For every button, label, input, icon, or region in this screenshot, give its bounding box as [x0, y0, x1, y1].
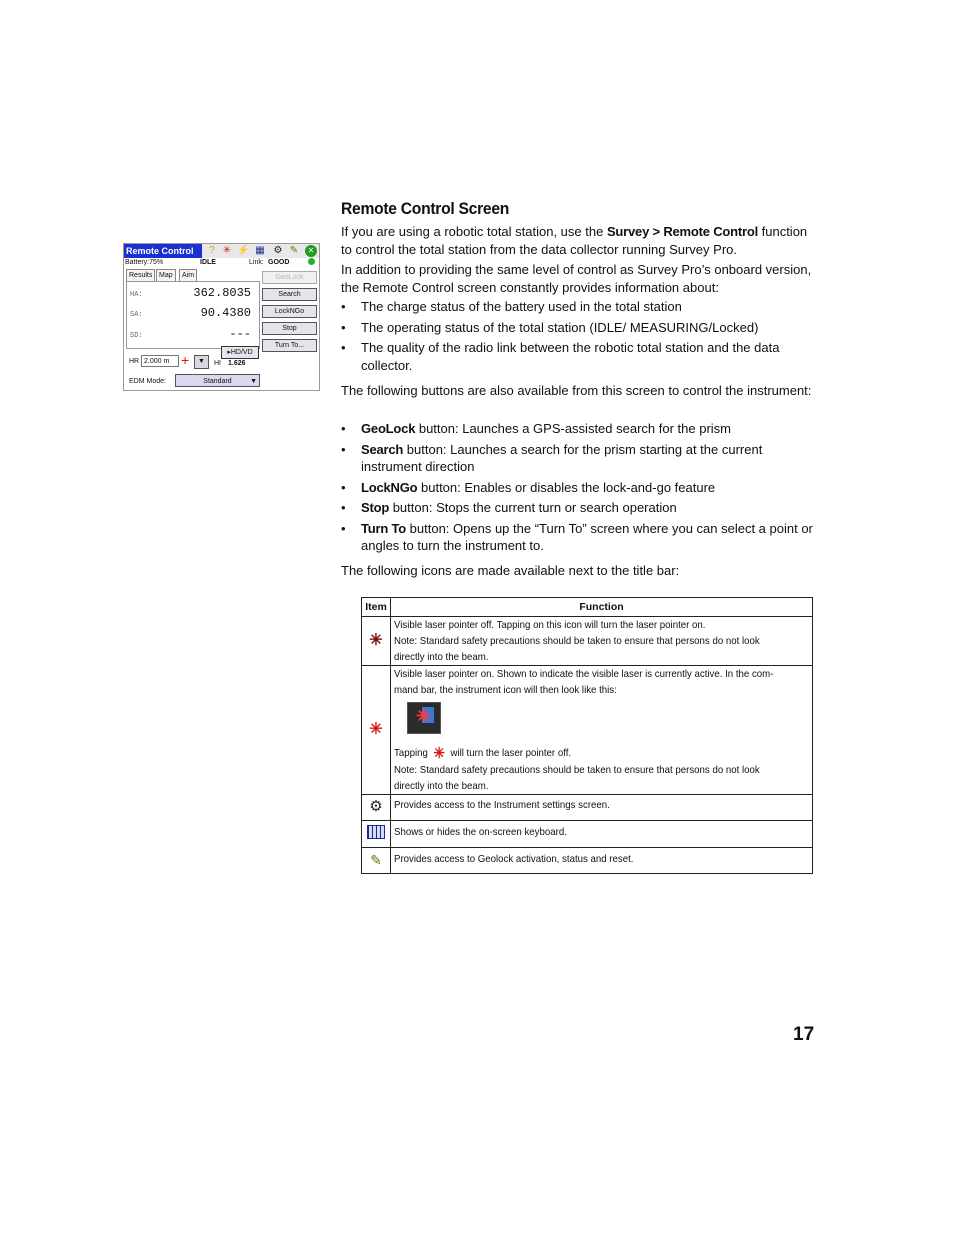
header-function: Function [391, 598, 813, 617]
plus-icon[interactable]: + [181, 352, 190, 368]
edm-mode-label: EDM Mode: [129, 378, 166, 385]
help-icon[interactable]: ? [209, 245, 215, 256]
sa-label: SA: [130, 311, 143, 319]
device-title: Remote Control [124, 244, 202, 258]
tab-results[interactable]: Results [126, 269, 155, 281]
function-text: Visible laser pointer on. Shown to indicate the visible laser is currently active. In the com- [394, 668, 774, 680]
table-row [362, 666, 813, 795]
button-desc: button: Opens up the “Turn To” screen where you can select a point or angles to turn the instrument to. [361, 520, 813, 553]
icons-intro: The following icons are made available next to the title bar: [341, 563, 680, 578]
function-text: Visible laser pointer off. Tapping on this icon will turn the laser pointer on. [394, 619, 706, 631]
page-number: 17 [793, 1024, 815, 1045]
gear-icon: ⚙ [369, 798, 383, 815]
info-bullet-list [341, 298, 816, 377]
remote-control-screenshot [123, 243, 320, 391]
link-status: GOOD [268, 259, 290, 266]
instrument-state: IDLE [200, 259, 216, 266]
function-cell [391, 617, 813, 666]
table-row [362, 848, 813, 874]
tap-line [394, 745, 776, 762]
lockngo-button[interactable]: LockNGo [262, 305, 317, 318]
table-row [362, 795, 813, 821]
laser-on-icon: ✳ [433, 745, 445, 762]
button-desc: button: Stops the current turn or search operation [389, 500, 677, 515]
intro-paragraph-2: In addition to providing the same level of control as Survey Pro’s onboard version, the Remote Control screen constantly provides information about: [341, 262, 812, 295]
list-item: • The operating status of the total station (IDLE/ MEASURING/Locked) [341, 319, 816, 337]
laser-icon[interactable]: ✳ [222, 245, 232, 256]
function-note: Note: Standard safety precautions should be taken to ensure that persons do not look [394, 764, 760, 776]
buttons-intro: The following buttons are also available from this screen to control the instrument: [341, 383, 812, 398]
geolock-icon: ✎ [370, 851, 382, 868]
list-item [341, 520, 816, 555]
button-bullet-list [341, 420, 816, 558]
chevron-down-icon: ▼ [198, 358, 205, 365]
laser-off-icon: ✳ [369, 631, 383, 649]
item-cell [362, 848, 391, 874]
item-cell [362, 666, 391, 795]
search-button[interactable]: Search [262, 288, 317, 301]
button-name: GeoLock [361, 421, 416, 436]
turn-to-button[interactable]: Turn To... [262, 339, 317, 352]
function-cell [391, 795, 813, 821]
tab-aim[interactable]: Aim [179, 269, 197, 281]
button-name: LockNGo [361, 479, 418, 495]
tap-text: Tapping [394, 747, 428, 759]
sd-label: SD: [130, 332, 143, 340]
hr-dropdown[interactable] [194, 355, 209, 369]
function-text: mand bar, the instrument icon will then look like this: [394, 684, 617, 696]
hr-input[interactable]: 2.000 m [141, 355, 179, 367]
list-item: • The quality of the radio link between the robotic total station and the data collector. [341, 339, 816, 374]
keyboard-icon[interactable]: ▦ [255, 245, 265, 256]
tab-map[interactable]: Map [156, 269, 176, 281]
edm-mode-value: Standard [203, 378, 232, 385]
button-name: Turn To [361, 520, 407, 536]
stop-button[interactable]: Stop [262, 322, 317, 335]
item-cell [362, 617, 391, 666]
table-row [362, 821, 813, 848]
menu-path: Survey > Remote Control [606, 224, 759, 239]
button-name: Search [361, 441, 404, 457]
gear-icon[interactable]: ⚙ [273, 245, 283, 256]
list-item [341, 420, 816, 438]
sd-value: --- [229, 327, 251, 341]
table-header-row [362, 598, 813, 617]
tap-text-end: will turn the laser pointer off. [450, 747, 572, 759]
battery-status: Battery:75% [125, 259, 164, 266]
function-note: directly into the beam. [394, 651, 489, 663]
close-icon[interactable]: ✕ [305, 245, 317, 257]
laser-on-icon: ✳ [369, 720, 383, 738]
laser-star-icon: ✳ [416, 706, 432, 726]
function-text: Shows or hides the on-screen keyboard. [394, 826, 567, 838]
header-item: Item [362, 598, 391, 617]
device-title-bar [124, 244, 319, 258]
ha-label: HA: [130, 291, 143, 299]
list-item [341, 479, 816, 497]
results-panel [126, 281, 260, 349]
intro-paragraph-1 [341, 223, 816, 258]
hd-vd-button[interactable]: ▸HD/VD [221, 346, 259, 359]
intro-text: If you are using a robotic total station, use the [341, 224, 607, 239]
device-status-bar [124, 258, 319, 268]
list-item [341, 499, 816, 517]
link-indicator-icon [308, 258, 315, 265]
function-note: directly into the beam. [394, 780, 489, 792]
function-cell [391, 848, 813, 874]
intro-text-end: function to control the total station from the data collector running Survey Pro. [341, 224, 808, 257]
function-text: Provides access to the Instrument settings screen. [394, 799, 610, 811]
ha-value: 362.8035 [193, 286, 251, 300]
hr-label: HR [129, 358, 140, 365]
hi-label: HI [214, 360, 221, 367]
edm-mode-select[interactable] [175, 374, 260, 387]
button-desc: button: Enables or disables the lock-and-go feature [417, 479, 716, 495]
title-bar-icons-table [361, 597, 813, 874]
button-desc: button: Launches a search for the prism starting at the current instrument direction [361, 441, 763, 474]
function-cell [391, 821, 813, 848]
list-item: • The charge status of the battery used in the total station [341, 298, 816, 316]
item-cell [362, 821, 391, 848]
link-label: Link: [249, 259, 264, 266]
table-row [362, 617, 813, 666]
item-cell [362, 795, 391, 821]
list-item [341, 441, 816, 476]
function-note: Note: Standard safety precautions should be taken to ensure that persons do not look [394, 635, 760, 647]
function-cell [391, 666, 813, 795]
instrument-laser-icon [407, 702, 441, 734]
keyboard-icon [367, 825, 385, 839]
section-heading: Remote Control Screen [341, 199, 510, 218]
button-desc: button: Launches a GPS-assisted search for the prism [415, 421, 732, 436]
geolock-icon[interactable]: ✎ [289, 245, 299, 256]
sa-value: 90.4380 [200, 306, 251, 320]
function-text: Provides access to Geolock activation, status and reset. [394, 853, 634, 865]
hi-value: 1.626 [228, 360, 246, 367]
geolock-button[interactable]: GeoLock [262, 271, 317, 284]
instrument-icon[interactable]: ⚡ [237, 245, 250, 256]
button-name: Stop [361, 500, 390, 515]
chevron-down-icon: ▼ [250, 378, 257, 385]
